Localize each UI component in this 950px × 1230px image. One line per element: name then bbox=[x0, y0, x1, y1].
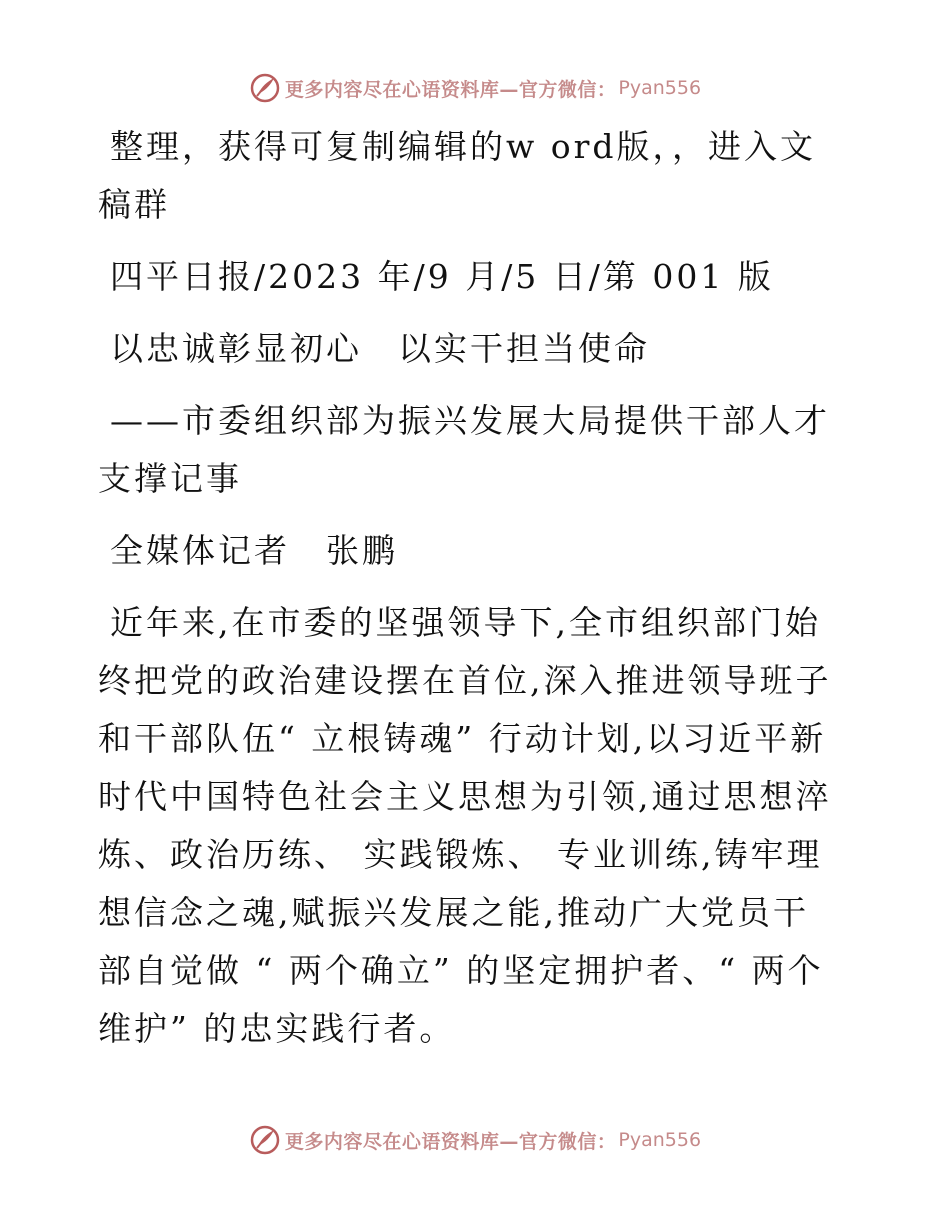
quill-logo-icon bbox=[249, 1124, 281, 1156]
document-body bbox=[98, 118, 838, 1072]
article-subtitle: ——市委组织部为振兴发展大局提供干部人才支撑记事 bbox=[98, 401, 830, 498]
header-banner bbox=[0, 68, 950, 108]
source-line: 四平日报/2023 年/9 月/5 日/第 001 版 bbox=[110, 257, 774, 296]
body-paragraph: 近年来,在市委的坚强领导下,全市组织部门始终把党的政治建设摆在首位,深入推进领导班子和干部队伍“ 立根铸魂” 行动计划,以习近平新时代中国特色社会主义思想为引领,通过思想淬炼、政治历练、 实践锻炼、 专业训练,铸牢理想信念之魂,赋振兴发展之能,推动广大党员干部自觉做 “ 两个确立” 的坚定拥护者、“ 两个维护” 的忠实践行者。 bbox=[98, 603, 832, 1048]
banner-text: 更多内容尽在心语资料库—官方微信： bbox=[284, 78, 617, 101]
intro-paragraph: 整理，获得可复制编辑的w ord版，，进入文稿群 bbox=[98, 127, 817, 224]
banner-wechat-id: Pyan556 bbox=[618, 1129, 702, 1151]
footer-banner bbox=[0, 1120, 950, 1160]
article-title: 以忠诚彰显初心 以实干担当使命 bbox=[110, 329, 650, 368]
banner-wechat-id: Pyan556 bbox=[618, 77, 702, 99]
quill-logo-icon bbox=[249, 72, 281, 104]
banner-text: 更多内容尽在心语资料库—官方微信： bbox=[284, 1130, 617, 1153]
byline: 全媒体记者 张鹏 bbox=[110, 531, 398, 570]
